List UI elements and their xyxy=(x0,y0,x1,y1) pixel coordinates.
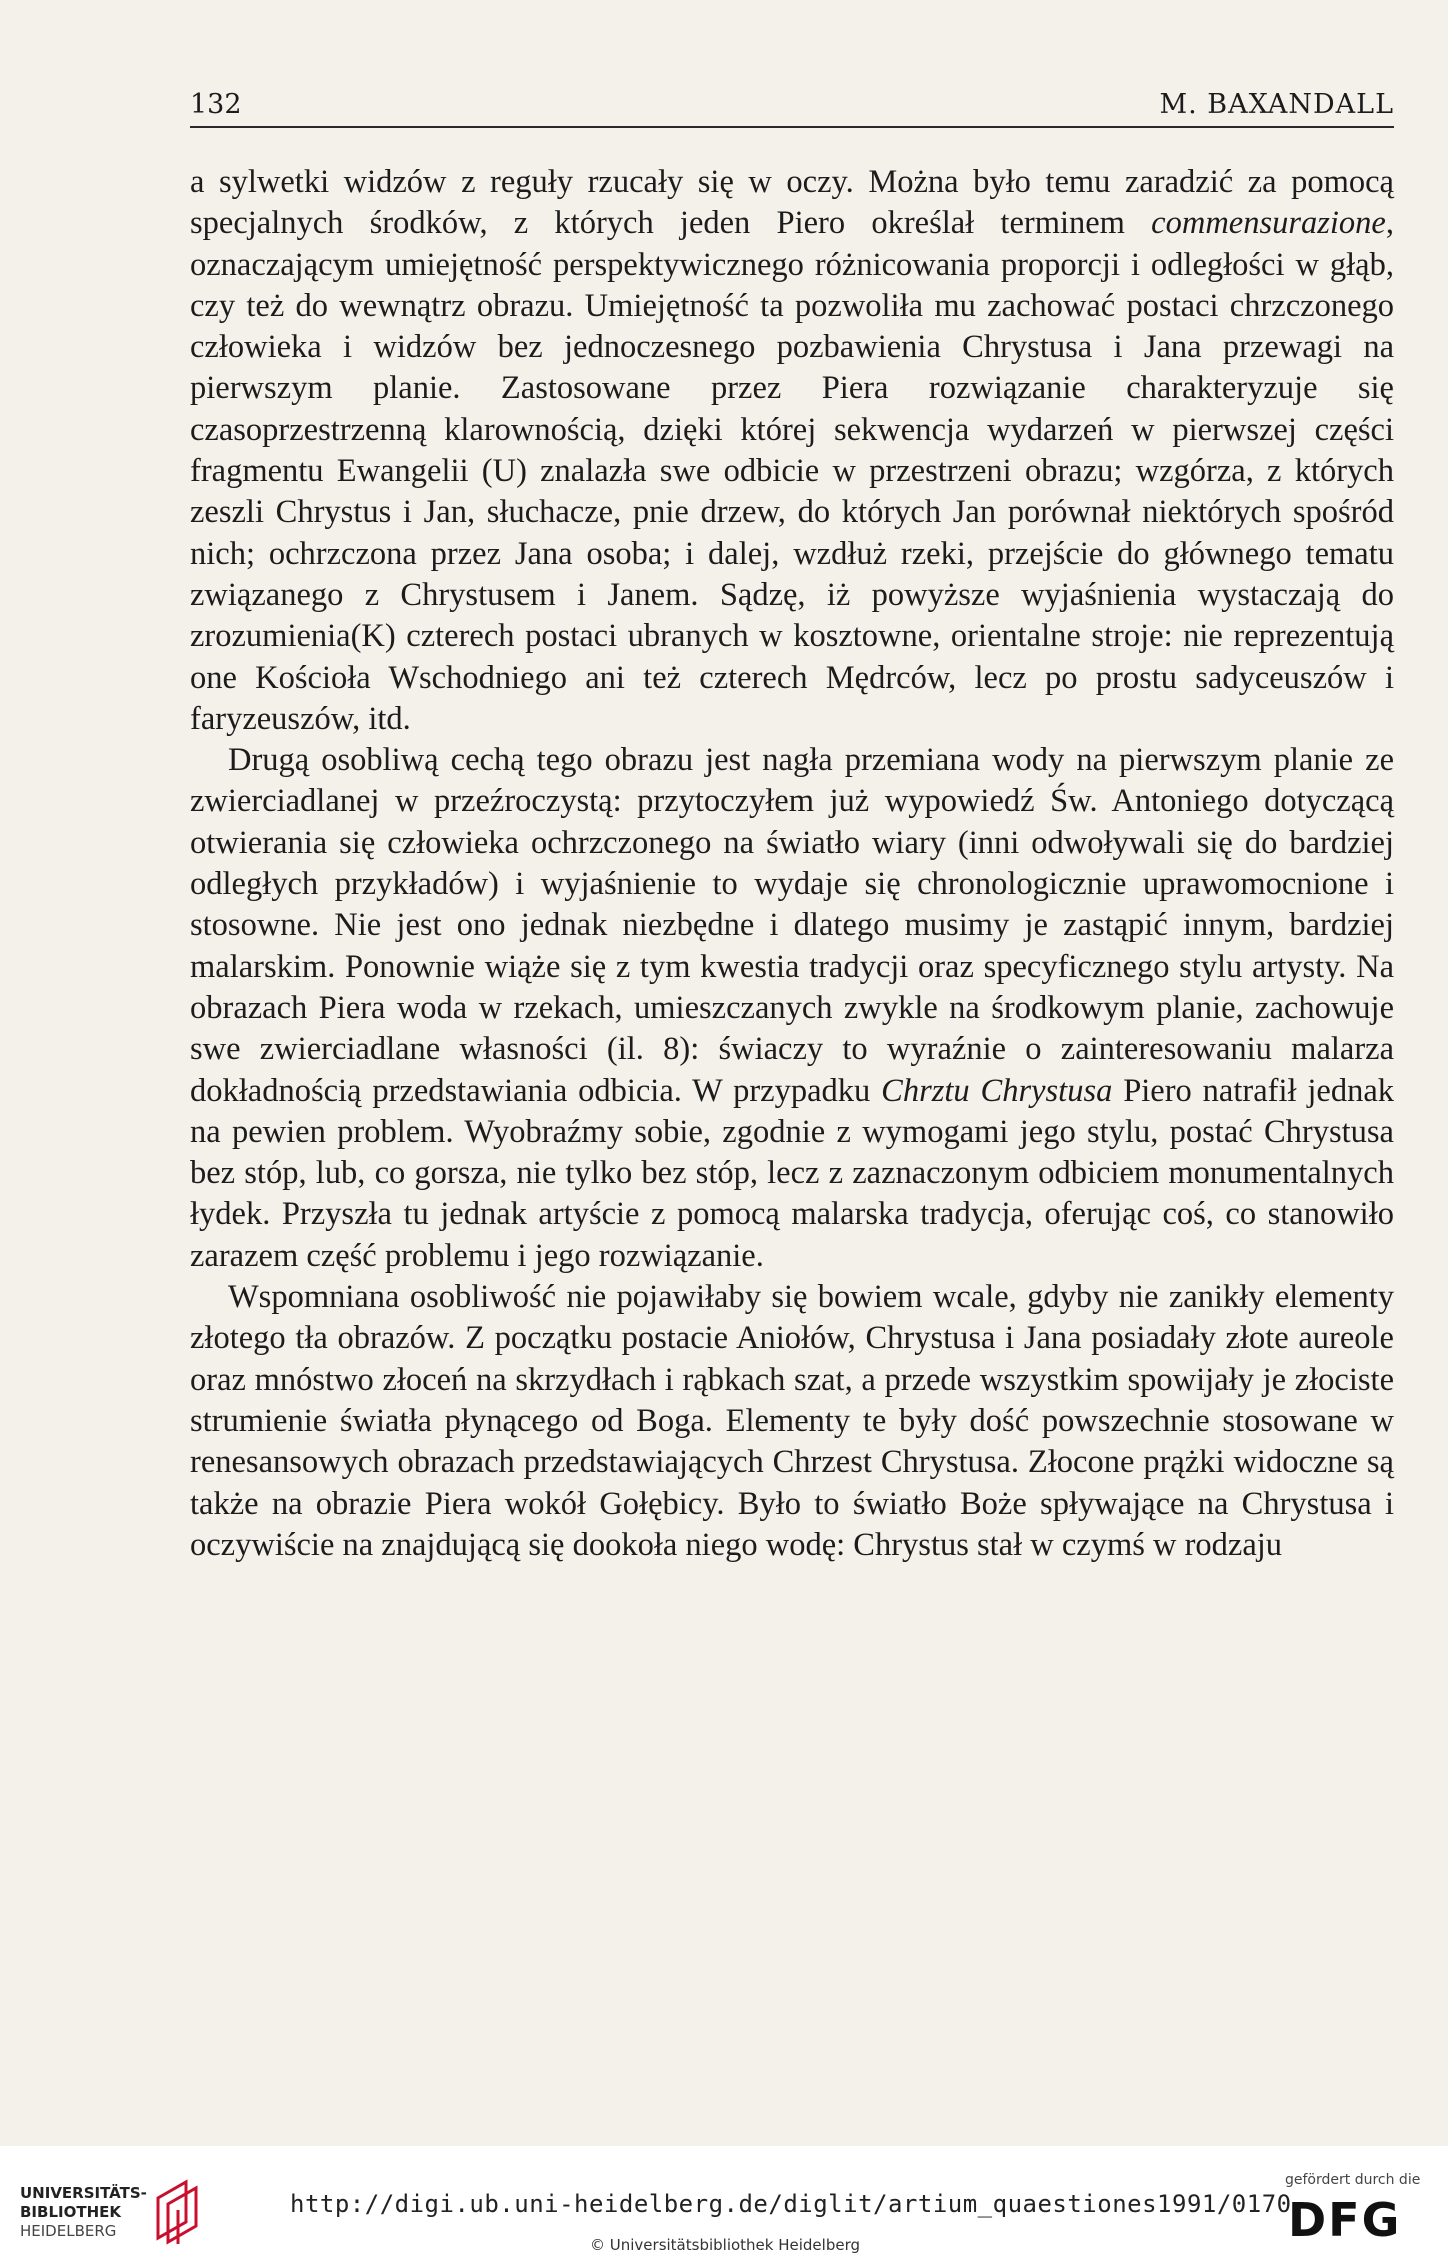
paragraph-3: Wspomniana osobliwość nie pojawiłaby się bowiem wcale, gdyby nie zanikły elementy złotego tła obrazów. Z początku postacie Aniołów, Chrystusa i Jana posiadały złote aureole oraz mnóstwo złoceń na skrzydłach i rąbkach szat, a przede wszystkim spowijały je złociste strumienie światła płynącego od Boga. Elementy te były dość powszechnie stosowane w renesansowych obrazach przedstawiających Chrzest Chrystusa. Złocone prążki widoczne są także na obrazie Piera wokół Gołębicy. Było to światło Boże spływające na Chrystusa i oczywiście na znajdującą się dookoła niego wodę: Chrystus stał w czymś w rodzaju xyxy=(190,1279,1394,1563)
permalink-url[interactable]: http://digi.ub.uni-heidelberg.de/diglit/artium_quaestiones1991/0170 xyxy=(290,2190,1292,2218)
body-text xyxy=(190,162,1394,1566)
running-head xyxy=(190,82,1394,128)
italic-term: commensurazione xyxy=(1151,205,1386,242)
italic-title: Chrztu Chrystusa xyxy=(881,1072,1113,1109)
copyright-notice: © Universitätsbibliothek Heidelberg xyxy=(590,2236,861,2254)
page-number: 132 xyxy=(190,89,242,120)
svg-text:DFG: DFG xyxy=(1288,2196,1402,2242)
digitization-footer xyxy=(0,2146,1448,2265)
funded-by-label: gefördert durch die xyxy=(1285,2172,1421,2188)
paragraph-2: Drugą osobliwą cechą tego obrazu jest nagła przemiana wody na pierwszym planie ze zwierciadlanej w przeźroczystą: przytoczyłem już wypowiedź Św. Antoniego dotyczącą otwierania się człowieka ochrzczonego na światło wiary (inni odwoływali się do bardziej odległych przykładów) i wyjaśnienie to wydaje się chronologicznie uprawomocnione i stosowne. Nie jest ono jednak niezbędne i dlatego musimy je zastąpić innym, bardziej malarskim. Ponownie wiąże się z tym kwestia tradycji oraz specyficznego stylu artysty. Na obrazach Piera woda w rzekach, umieszczanych zwykle na środkowym planie, zachowuje swe zwierciadlane własności (il. 8): świaczy to wyraźnie o zainteresowaniu malarza dokładnością przedstawiania odbicia. W przypadku Chrztu Chrystusa Piero natrafił jednak na pewien problem. Wyobraźmy sobie, zgodnie z wymogami jego stylu, postać Chrystusa bez stóp, lub, co gorsza, nie tylko bez stóp, lecz z zaznaczonym odbiciem monumentalnych łydek. Przyszła tu jednak artyście z pomocą malarska tradycja, oferując coś, co stanowiło zarazem część problemu i jego rozwiązanie. xyxy=(190,742,1394,1274)
dfg-logo-icon xyxy=(1288,2196,1418,2242)
running-head-author: M. BAXANDALL xyxy=(1159,89,1394,120)
library-name: UNIVERSITÄTS- BIBLIOTHEK HEIDELBERG xyxy=(20,2184,147,2240)
library-logo-icon xyxy=(150,2176,210,2246)
paragraph-1: a sylwetki widzów z reguły rzucały się w oczy. Można było temu zaradzić za pomocą specjalnych środków, z których jeden Piero określał terminem commensurazione, oznaczającym umiejętność perspektywicznego różnicowania proporcji i odległości w głąb, czy też do wewnątrz obrazu. Umiejętność ta pozwoliła mu zachować postaci chrzczonego człowieka i widzów bez jednoczesnego pozbawienia Chrystusa i Jana przewagi na pierwszym planie. Zastosowane przez Piera rozwiązanie charakteryzuje się czasoprzestrzenną klarownością, dzięki której sekwencja wydarzeń w pierwszej części fragmentu Ewangelii (U) znalazła swe odbicie w przestrzeni obrazu; wzgórza, z których zeszli Chrystus i Jan, słuchacze, pnie drzew, do których Jan porównał niektórych spośród nich; ochrzczona przez Jana osoba; i dalej, wzdłuż rzeki, przejście do głównego tematu związanego z Chrystusem i Janem. Sądzę, iż powyższe wyjaśnienia wystaczają do zrozumienia(K) czterech postaci ubranych w kosztowne, orientalne stroje: nie reprezentują one Kościoła Wschodniego ani też czterech Mędrców, lecz po prostu sadyceuszów i faryzeuszów, itd. xyxy=(190,164,1394,737)
